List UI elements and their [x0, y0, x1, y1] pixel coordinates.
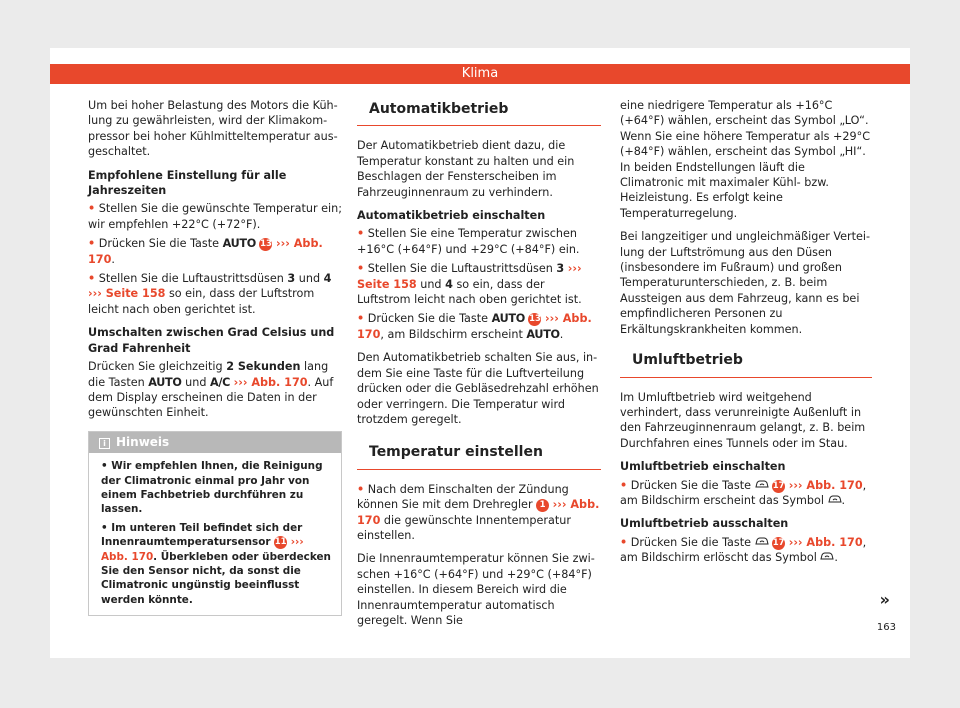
callout-number: 13 [529, 314, 541, 325]
paragraph: Bei langzeitiger und ungleichmäßiger Verteilung der Luftströmung aus den Düsen (insbesondere im Fußraum) und großen Temperaturunterschieden, z. B. beim Aussteigen aus dem Fahrzeug, kann es bei empfindlicheren Personen zu Erkältungskrankheiten kommen. [620, 230, 871, 336]
bullet-text: , am Bildschirm erscheint [380, 327, 523, 341]
callout-number: 13 [260, 239, 272, 250]
bullet-item [357, 311, 601, 342]
bullet-item [357, 482, 601, 544]
column-left [88, 98, 342, 616]
figure-link[interactable]: ››› Abb. 170 [357, 312, 592, 341]
bullet-text: Drücken Sie die Taste [630, 535, 752, 549]
note-body [89, 453, 341, 615]
paragraph: Der Automatikbetrieb dient dazu, die Temperatur konstant zu halten und ein Beschlagen der Fensterscheiben im Fahrzeuginnenraum zu verhindern. [357, 139, 575, 199]
nozzle-number: 4 [323, 272, 332, 286]
bullet-icon: • [88, 272, 96, 286]
bullet-icon: • [357, 312, 365, 326]
callout-number: 1 [536, 499, 549, 512]
bullet-text: Stellen Sie eine Temperatur zwischen +16°C (+64°F) und +29°C (+84°F) ein. [357, 227, 580, 256]
figure-link[interactable]: ››› Abb. 170 [101, 536, 304, 563]
manual-page [50, 48, 910, 658]
nozzle-number: 4 [445, 277, 453, 291]
bullet-text: so ein, dass der Luftstrom leicht nach oben gerichtet ist. [357, 277, 582, 307]
bullet-icon: • [620, 478, 628, 492]
callout-number: 11 [274, 537, 287, 548]
bullet-text: , am Bildschirm erlöscht das Symbol [620, 535, 867, 565]
paragraph: Die Innenraumtemperatur können Sie zwischen +16°C (+64°F) und +29°C (+84°F) einstellen. In diesem Bereich wird die Innenraumtemperatur automatisch geregelt. Wenn Sie [357, 552, 595, 627]
text: Drücken Sie gleichzeitig [88, 360, 223, 374]
note-text: Wir empfehlen Ihnen, die Reinigung der Climatronic einmal pro Jahr von einem Fachbetrieb durchführen zu lassen. [101, 460, 323, 516]
bullet-icon: • [88, 237, 96, 251]
figure-link[interactable]: ››› Abb. 170 [357, 498, 600, 527]
recirculation-car-icon [828, 495, 842, 503]
text: und [185, 375, 207, 389]
section-title: Umluftbetrieb [620, 349, 872, 377]
bullet-text: Nach dem Einschalten der Zündung können Sie mit dem Drehregler [357, 482, 569, 512]
page-link[interactable]: ››› Seite 158 [357, 262, 582, 291]
note-text: . Überkleben oder überdecken Sie den Sensor nicht, da sonst die Climatronic ungünstig beeinflusst werden könnte. [101, 550, 331, 606]
section-header: Klima [50, 64, 910, 84]
text: lang die Tasten [88, 360, 329, 389]
text-bold: 2 Sekunden [226, 360, 301, 374]
bullet-text: und [298, 272, 321, 286]
column-right [620, 98, 872, 574]
bullet-item: • Drücken Sie die Taste 17 ››› Abb. 170, am Bildschirm erlöscht das Symbol . [620, 535, 867, 565]
column-middle [357, 98, 601, 636]
bullet-text: Stellen Sie die Luftaustrittsdüsen [367, 262, 553, 276]
text: . Auf dem Display erscheinen die Daten in der gewünschten Einheit. [88, 375, 334, 420]
bullet-icon: • [357, 262, 365, 276]
callout-number: 17 [772, 537, 785, 548]
bullet-text: Drücken Sie die Taste [98, 237, 220, 251]
page-number: 163 [876, 622, 896, 633]
bullet-text: . [559, 327, 564, 341]
bullet-text: Drücken Sie die Taste [367, 312, 489, 326]
bullet-item [357, 226, 601, 257]
note-bullet [101, 521, 331, 607]
bullet-icon: • [88, 202, 96, 216]
bullet-text: Stellen Sie die Luftaustrittsdüsen [98, 272, 284, 286]
bullet-text: so ein, dass der Luftstrom leicht nach oben gerichtet ist. [88, 287, 315, 316]
callout-number: 17 [772, 480, 785, 491]
recirculation-car-icon [755, 537, 769, 545]
recirculation-car-icon [755, 480, 769, 488]
bullet-item: • Drücken Sie die Taste 17 ››› Abb. 170, am Bildschirm erscheint das Symbol . [620, 478, 867, 507]
figure-link[interactable]: ››› Abb. 170 [233, 375, 308, 389]
note-header [89, 432, 341, 453]
auto-display-symbol: AUTO [526, 327, 560, 341]
bullet-text: die gewünschte Innentemperatur einstellen. [357, 513, 571, 542]
section-title: Automatikbetrieb [357, 98, 601, 126]
figure-link[interactable]: ››› Abb. 170 [788, 478, 863, 492]
bullet-text: und [420, 277, 442, 291]
paragraph: eine niedrigere Temperatur als +16°C (+64°F) wählen, erscheint das Symbol „LO“. Wenn Sie eine höhere Temperatur als +29°C (+84°F) wählen, erscheint das Symbol „HI“. In beiden Endstellungen läuft die Climatronic mit maximaler Kühl- bzw. Heizleistung. Es erfolgt keine Temperaturregelung. [620, 99, 871, 220]
bullet-item [88, 201, 342, 232]
figure-link[interactable]: ››› Abb. 170 [788, 535, 863, 549]
bullet-text: Drücken Sie die Taste [630, 478, 752, 492]
paragraph: Den Automatikbetrieb schalten Sie aus, indem Sie eine Taste für die Luftverteilung drücken oder die Gebläsedrehzahl erhöhen oder verringern. Die Temperatur wird trotzdem geregelt. [357, 351, 599, 426]
ac-key-symbol: A/C [210, 375, 231, 389]
page-link[interactable]: ››› Seite 158 [88, 287, 166, 301]
note-text: Im unteren Teil befindet sich der Innenraumtemperatursensor [101, 521, 303, 549]
paragraph [88, 359, 342, 421]
paragraph: Um bei hoher Belastung des Motors die Kühlung zu gewährleisten, wird der Klimakompressor bei hoher Kühlmitteltemperatur ausgeschaltet. [88, 99, 338, 159]
bullet-icon: • [101, 521, 108, 534]
note-title: Hinweis [116, 434, 170, 449]
note-box [88, 431, 342, 616]
auto-key-symbol: AUTO [148, 375, 182, 389]
bullet-text: . [111, 252, 115, 266]
note-bullet [101, 459, 331, 517]
bullet-item [88, 236, 342, 267]
bullet-item [88, 271, 342, 317]
nozzle-number: 3 [556, 262, 565, 276]
bullet-item [357, 261, 601, 307]
recirculation-car-icon [820, 552, 834, 560]
info-icon: i [99, 438, 110, 449]
auto-key-symbol: AUTO [222, 237, 256, 251]
section-title: Temperatur einstellen [357, 441, 601, 469]
subheading: Umluftbetrieb einschalten [620, 460, 786, 474]
subheading: Umluftbetrieb ausschalten [620, 517, 789, 531]
bullet-text: Stellen Sie die gewünschte Temperatur ein; wir empfehlen +22°C (+72°F). [88, 202, 342, 231]
nozzle-number: 3 [287, 272, 296, 286]
bullet-icon: • [357, 227, 365, 241]
bullet-text: , am Bildschirm erscheint das Symbol [620, 478, 867, 507]
auto-key-symbol: AUTO [491, 312, 525, 326]
subheading: Automatikbetrieb einschalten [357, 209, 546, 223]
paragraph: Im Umluftbetrieb wird weitgehend verhindert, dass verunreinigte Außenluft in den Fahrzeuginnenraum gelangt, z. B. beim Durchfahren eines Tunnels oder im Stau. [620, 390, 866, 450]
bullet-icon: • [101, 460, 108, 473]
subheading: Umschalten zwischen Grad Celsius und Grad Fahrenheit [88, 326, 335, 355]
continued-marker: » [879, 590, 890, 609]
bullet-icon: • [620, 535, 628, 549]
bullet-icon: • [357, 482, 365, 496]
subheading: Empfohlene Einstellung für alle Jahreszeiten [88, 168, 287, 198]
figure-link[interactable]: ››› Abb. 170 [88, 237, 323, 266]
